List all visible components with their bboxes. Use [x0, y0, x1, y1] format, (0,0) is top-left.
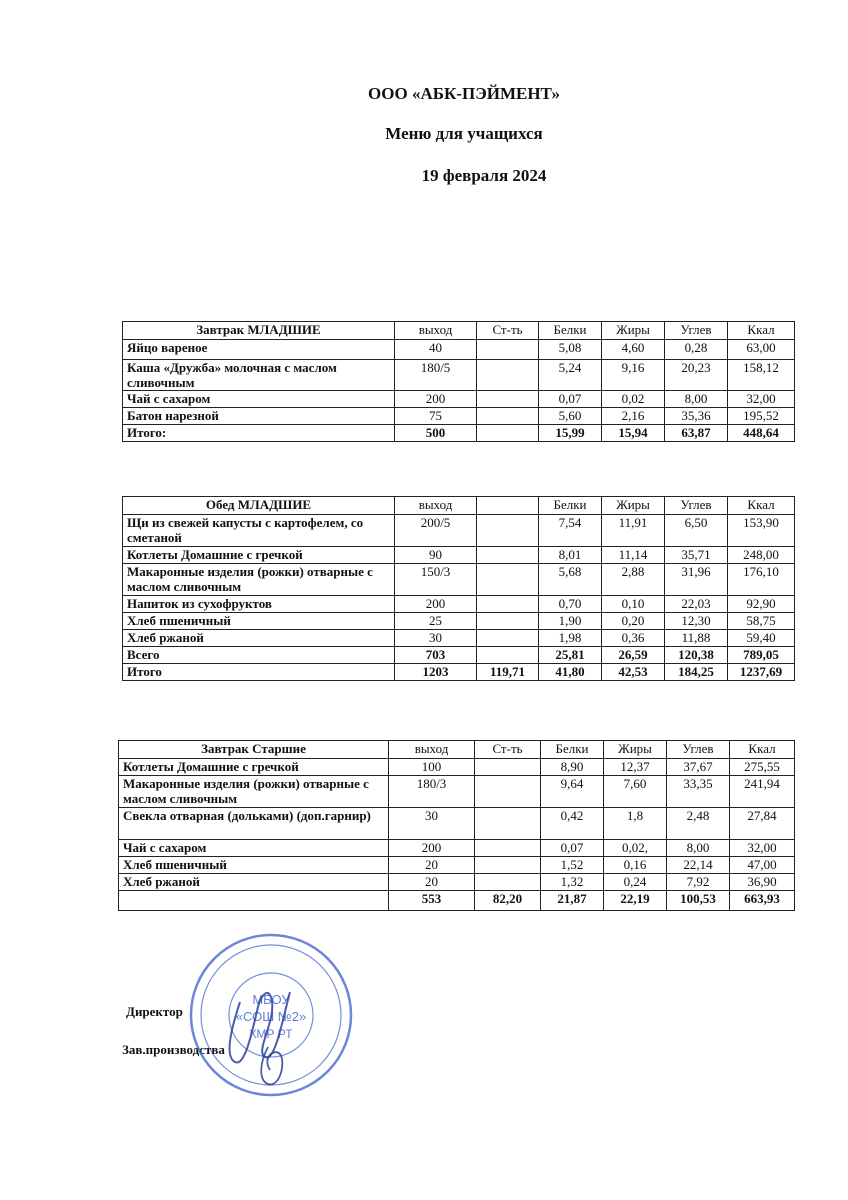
kcal-cell: 47,00: [730, 857, 795, 874]
table-row: [123, 630, 795, 647]
protein-cell: 1,90: [539, 613, 602, 630]
portion-cell: 703: [395, 647, 477, 664]
column-header-fat: Жиры: [602, 322, 665, 340]
kcal-cell: 32,00: [728, 391, 795, 408]
dish-name-cell: Котлеты Домашние с гречкой: [119, 759, 389, 776]
table-row: [123, 391, 795, 408]
portion-cell: 200: [389, 840, 475, 857]
table-row: [119, 776, 795, 808]
price-cell: [477, 340, 539, 360]
table-row: [119, 759, 795, 776]
total-row: [123, 664, 795, 681]
dish-name-cell: [119, 891, 389, 911]
fat-cell: 11,14: [602, 547, 665, 564]
table-row: [119, 874, 795, 891]
protein-cell: 5,60: [539, 408, 602, 425]
kcal-cell: 92,90: [728, 596, 795, 613]
table-row: [123, 564, 795, 596]
portion-cell: 25: [395, 613, 477, 630]
lunch-junior-table: [122, 496, 795, 681]
price-cell: [477, 425, 539, 442]
dish-name-cell: Чай с сахаром: [119, 840, 389, 857]
kcal-cell: 663,93: [730, 891, 795, 911]
portion-cell: 500: [395, 425, 477, 442]
carbs-cell: 35,36: [665, 408, 728, 425]
protein-cell: 41,80: [539, 664, 602, 681]
column-header-portion: выход: [395, 497, 477, 515]
portion-cell: 180/5: [395, 360, 477, 391]
dish-name-cell: Хлеб ржаной: [119, 874, 389, 891]
portion-cell: 40: [395, 340, 477, 360]
dish-name-cell: Итого: [123, 664, 395, 681]
protein-cell: 0,07: [541, 840, 604, 857]
total-row: [123, 647, 795, 664]
table-header-row: [123, 497, 795, 515]
fat-cell: 0,20: [602, 613, 665, 630]
fat-cell: 2,88: [602, 564, 665, 596]
table-row: [119, 857, 795, 874]
breakfast-senior-table: [118, 740, 795, 911]
carbs-cell: 37,67: [667, 759, 730, 776]
fat-cell: 0,16: [604, 857, 667, 874]
fat-cell: 0,10: [602, 596, 665, 613]
portion-cell: 200: [395, 596, 477, 613]
kcal-cell: 275,55: [730, 759, 795, 776]
carbs-cell: 184,25: [665, 664, 728, 681]
table-title: Завтрак МЛАДШИЕ: [123, 322, 395, 340]
director-signature-label: Директор: [126, 1004, 183, 1019]
carbs-cell: 100,53: [667, 891, 730, 911]
protein-cell: 5,08: [539, 340, 602, 360]
dish-name-cell: Итого:: [123, 425, 395, 442]
price-cell: [477, 360, 539, 391]
table-row: [123, 515, 795, 547]
table-row: [119, 808, 795, 840]
protein-cell: 5,68: [539, 564, 602, 596]
kcal-cell: 448,64: [728, 425, 795, 442]
column-header-price: [477, 497, 539, 515]
price-cell: [477, 613, 539, 630]
protein-cell: 15,99: [539, 425, 602, 442]
price-cell: [477, 630, 539, 647]
column-header-carbs: Углев: [665, 322, 728, 340]
fat-cell: 11,91: [602, 515, 665, 547]
fat-cell: 0,24: [604, 874, 667, 891]
table-title: Завтрак Старшие: [119, 741, 389, 759]
portion-cell: 200/5: [395, 515, 477, 547]
protein-cell: 25,81: [539, 647, 602, 664]
portion-cell: 20: [389, 874, 475, 891]
price-cell: [475, 840, 541, 857]
price-cell: [477, 515, 539, 547]
dish-name-cell: Макаронные изделия (рожки) отварные с маслом сливочным: [119, 776, 389, 808]
dish-name-cell: Котлеты Домашние с гречкой: [123, 547, 395, 564]
carbs-cell: 2,48: [667, 808, 730, 840]
handwritten-signature: [210, 962, 330, 1092]
fat-cell: 4,60: [602, 340, 665, 360]
dish-name-cell: Хлеб ржаной: [123, 630, 395, 647]
portion-cell: 100: [389, 759, 475, 776]
protein-cell: 1,52: [541, 857, 604, 874]
column-header-kcal: Ккал: [728, 497, 795, 515]
column-header-portion: выход: [389, 741, 475, 759]
dish-name-cell: Хлеб пшеничный: [123, 613, 395, 630]
dish-name-cell: Макаронные изделия (рожки) отварные с маслом сливочным: [123, 564, 395, 596]
price-cell: [475, 776, 541, 808]
fat-cell: 42,53: [602, 664, 665, 681]
price-cell: [475, 857, 541, 874]
portion-cell: 1203: [395, 664, 477, 681]
table-row: [123, 596, 795, 613]
fat-cell: 15,94: [602, 425, 665, 442]
column-header-protein: Белки: [541, 741, 604, 759]
column-header-portion: выход: [395, 322, 477, 340]
production-head-signature-label: Зав.производства: [122, 1042, 225, 1057]
price-cell: [475, 808, 541, 840]
table-row: [123, 613, 795, 630]
carbs-cell: 11,88: [665, 630, 728, 647]
dish-name-cell: Напиток из сухофруктов: [123, 596, 395, 613]
protein-cell: 0,42: [541, 808, 604, 840]
fat-cell: 0,02,: [604, 840, 667, 857]
kcal-cell: 32,00: [730, 840, 795, 857]
kcal-cell: 1237,69: [728, 664, 795, 681]
total-row: [123, 425, 795, 442]
dish-name-cell: Батон нарезной: [123, 408, 395, 425]
column-header-kcal: Ккал: [730, 741, 795, 759]
column-header-protein: Белки: [539, 497, 602, 515]
price-cell: [477, 596, 539, 613]
kcal-cell: 59,40: [728, 630, 795, 647]
fat-cell: 0,36: [602, 630, 665, 647]
table-row: [119, 840, 795, 857]
stamp-line-1: МБОУ: [252, 992, 290, 1007]
column-header-carbs: Углев: [665, 497, 728, 515]
protein-cell: 9,64: [541, 776, 604, 808]
price-cell: [477, 547, 539, 564]
protein-cell: 0,07: [539, 391, 602, 408]
price-cell: 119,71: [477, 664, 539, 681]
kcal-cell: 176,10: [728, 564, 795, 596]
price-cell: [477, 408, 539, 425]
protein-cell: 1,98: [539, 630, 602, 647]
column-header-kcal: Ккал: [728, 322, 795, 340]
protein-cell: 21,87: [541, 891, 604, 911]
price-cell: [477, 391, 539, 408]
carbs-cell: 31,96: [665, 564, 728, 596]
table-header-row: [123, 322, 795, 340]
table-row: [123, 340, 795, 360]
fat-cell: 1,8: [604, 808, 667, 840]
menu-date: 19 февраля 2024: [421, 166, 547, 185]
kcal-cell: 153,90: [728, 515, 795, 547]
kcal-cell: 36,90: [730, 874, 795, 891]
kcal-cell: 63,00: [728, 340, 795, 360]
fat-cell: 9,16: [602, 360, 665, 391]
carbs-cell: 8,00: [667, 840, 730, 857]
kcal-cell: 58,75: [728, 613, 795, 630]
dish-name-cell: Яйцо вареное: [123, 340, 395, 360]
protein-cell: 7,54: [539, 515, 602, 547]
price-cell: [475, 759, 541, 776]
carbs-cell: 35,71: [665, 547, 728, 564]
carbs-cell: 33,35: [667, 776, 730, 808]
portion-cell: 20: [389, 857, 475, 874]
protein-cell: 8,90: [541, 759, 604, 776]
dish-name-cell: Каша «Дружба» молочная с маслом сливочным: [123, 360, 395, 391]
portion-cell: 553: [389, 891, 475, 911]
column-header-price: Ст-ть: [477, 322, 539, 340]
portion-cell: 200: [395, 391, 477, 408]
dish-name-cell: Щи из свежей капусты с картофелем, со сметаной: [123, 515, 395, 547]
column-header-protein: Белки: [539, 322, 602, 340]
table-title: Обед МЛАДШИЕ: [123, 497, 395, 515]
kcal-cell: 27,84: [730, 808, 795, 840]
portion-cell: 30: [395, 630, 477, 647]
kcal-cell: 241,94: [730, 776, 795, 808]
stamp-line-2: «СОШ №2»: [235, 1009, 307, 1024]
price-cell: [477, 647, 539, 664]
kcal-cell: 789,05: [728, 647, 795, 664]
fat-cell: 26,59: [602, 647, 665, 664]
stamp-line-3: КМР РТ: [249, 1027, 293, 1041]
carbs-cell: 7,92: [667, 874, 730, 891]
portion-cell: 75: [395, 408, 477, 425]
kcal-cell: 195,52: [728, 408, 795, 425]
fat-cell: 12,37: [604, 759, 667, 776]
carbs-cell: 0,28: [665, 340, 728, 360]
table-row: [123, 360, 795, 391]
dish-name-cell: Хлеб пшеничный: [119, 857, 389, 874]
portion-cell: 30: [389, 808, 475, 840]
carbs-cell: 22,14: [667, 857, 730, 874]
carbs-cell: 63,87: [665, 425, 728, 442]
company-name: ООО «АБК-ПЭЙМЕНТ»: [368, 84, 560, 103]
protein-cell: 1,32: [541, 874, 604, 891]
portion-cell: 150/3: [395, 564, 477, 596]
protein-cell: 5,24: [539, 360, 602, 391]
portion-cell: 180/3: [389, 776, 475, 808]
carbs-cell: 6,50: [665, 515, 728, 547]
kcal-cell: 248,00: [728, 547, 795, 564]
table-header-row: [119, 741, 795, 759]
carbs-cell: 120,38: [665, 647, 728, 664]
column-header-carbs: Углев: [667, 741, 730, 759]
carbs-cell: 22,03: [665, 596, 728, 613]
dish-name-cell: Всего: [123, 647, 395, 664]
table-row: [123, 408, 795, 425]
fat-cell: 7,60: [604, 776, 667, 808]
carbs-cell: 20,23: [665, 360, 728, 391]
price-cell: [477, 564, 539, 596]
protein-cell: 8,01: [539, 547, 602, 564]
column-header-fat: Жиры: [602, 497, 665, 515]
dish-name-cell: Свекла отварная (дольками) (доп.гарнир): [119, 808, 389, 840]
fat-cell: 22,19: [604, 891, 667, 911]
price-cell: [475, 874, 541, 891]
fat-cell: 2,16: [602, 408, 665, 425]
breakfast-junior-table: [122, 321, 795, 442]
kcal-cell: 158,12: [728, 360, 795, 391]
price-cell: 82,20: [475, 891, 541, 911]
portion-cell: 90: [395, 547, 477, 564]
carbs-cell: 8,00: [665, 391, 728, 408]
dish-name-cell: Чай с сахаром: [123, 391, 395, 408]
fat-cell: 0,02: [602, 391, 665, 408]
carbs-cell: 12,30: [665, 613, 728, 630]
total-row: [119, 891, 795, 911]
menu-subtitle: Меню для учащихся: [385, 124, 543, 143]
column-header-price: Ст-ть: [475, 741, 541, 759]
table-row: [123, 547, 795, 564]
column-header-fat: Жиры: [604, 741, 667, 759]
protein-cell: 0,70: [539, 596, 602, 613]
